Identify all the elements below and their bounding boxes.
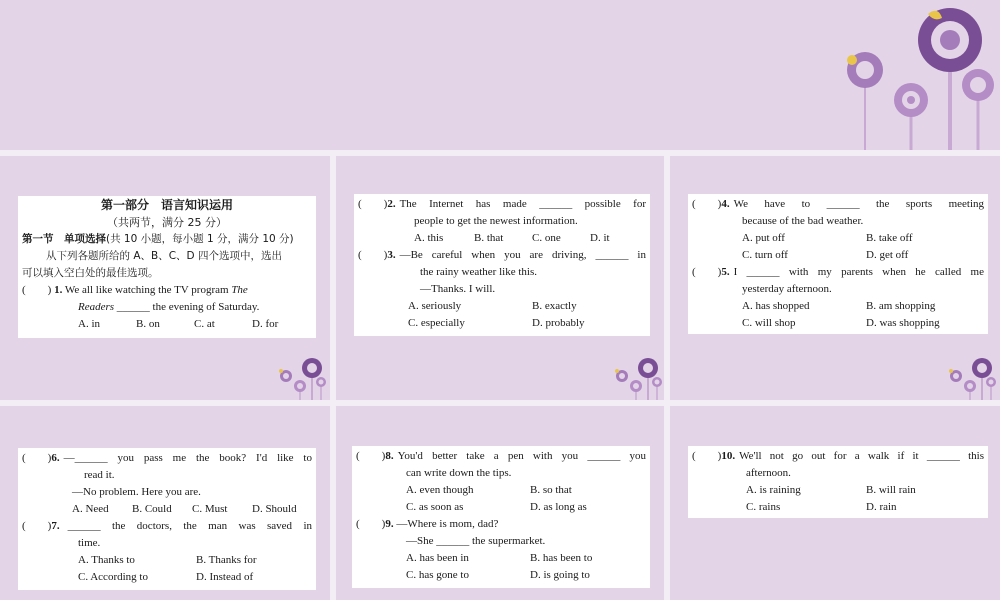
lollipop-flowers-icon <box>946 354 996 400</box>
question-card-6 <box>688 446 988 518</box>
option-a[interactable]: A. Thanks to <box>78 554 135 566</box>
question-7 <box>18 518 316 535</box>
option-d[interactable]: D. probably <box>532 317 585 329</box>
option-c[interactable]: C. one <box>532 232 561 244</box>
answer-blank[interactable]: ( ) <box>692 266 722 278</box>
question-8-options-1 <box>352 482 650 499</box>
question-number: 3. <box>387 249 396 261</box>
option-b[interactable]: B. has been to <box>530 552 593 564</box>
slide-2 <box>336 156 664 400</box>
option-a[interactable]: A. in <box>78 318 100 330</box>
section-note: (共 10 小题，每小题 1 分，满分 10 分) <box>106 233 294 245</box>
question-card-1 <box>18 196 316 338</box>
question-number: 10. <box>721 450 736 462</box>
option-d[interactable]: D. as long as <box>530 501 587 513</box>
option-d[interactable]: D. get off <box>866 249 909 261</box>
option-d[interactable]: D. for <box>252 318 279 330</box>
question-9 <box>352 516 650 533</box>
question-5 <box>688 264 988 281</box>
slide-5 <box>336 406 664 600</box>
answer-blank[interactable]: ( ) <box>356 450 386 462</box>
question-text: You'd better take a pen with you ______ you <box>397 450 646 462</box>
question-6-options <box>18 501 316 518</box>
question-6 <box>18 450 316 467</box>
option-d[interactable]: D. is going to <box>530 569 590 581</box>
question-10 <box>688 448 988 465</box>
option-b[interactable]: B. will rain <box>866 484 916 496</box>
question-2-options <box>354 230 650 247</box>
option-c[interactable]: C. especially <box>408 317 465 329</box>
question-number: 5. <box>721 266 730 278</box>
lollipop-flowers-icon <box>838 0 1000 150</box>
option-a[interactable]: A. seriously <box>408 300 462 312</box>
question-5-line-2: yesterday afternoon. <box>742 283 832 295</box>
question-3-options-1 <box>354 298 650 315</box>
question-text: ______ the evening of Saturday. <box>116 301 260 313</box>
option-c[interactable]: C. has gone to <box>406 569 469 581</box>
question-8 <box>352 448 650 465</box>
slide-1 <box>0 156 330 400</box>
option-c[interactable]: C. will shop <box>742 317 796 329</box>
option-d[interactable]: D. it <box>590 232 610 244</box>
answer-blank[interactable]: ( ) <box>358 198 388 210</box>
question-3 <box>354 247 650 264</box>
option-d[interactable]: D. rain <box>866 501 897 513</box>
program-title-part: The <box>231 284 248 296</box>
question-7-options-2 <box>18 569 316 586</box>
question-card-5 <box>352 446 650 588</box>
answer-blank[interactable]: ( ) <box>22 284 52 296</box>
option-d[interactable]: D. Instead of <box>196 571 254 583</box>
question-10-options-1 <box>688 482 988 499</box>
part-subtitle: （共两节，满分 25 分） <box>107 216 227 229</box>
section-heading <box>18 231 316 248</box>
question-1-line-2 <box>18 299 316 316</box>
question-text: We'll not go out for a walk if it ______ this <box>739 450 984 462</box>
answer-blank[interactable]: ( ) <box>22 452 52 464</box>
top-banner <box>0 0 1000 150</box>
question-number: 8. <box>385 450 394 462</box>
question-2 <box>354 196 650 213</box>
question-text: We all like watching the TV program <box>64 284 229 296</box>
question-2-line-2: people to get the newest information. <box>414 215 578 227</box>
question-6-line-2: read it. <box>84 469 115 481</box>
option-c[interactable]: C. at <box>194 318 215 330</box>
question-5-options-2 <box>688 315 988 332</box>
question-text: We have to ______ the sports meeting <box>733 198 984 210</box>
question-1-options <box>18 316 316 333</box>
option-c[interactable]: C. as soon as <box>406 501 464 513</box>
question-1 <box>18 282 316 299</box>
option-b[interactable]: B. on <box>136 318 160 330</box>
option-b[interactable]: B. Could <box>132 503 172 515</box>
question-3-line-2: the rainy weather like this. <box>420 266 537 278</box>
program-title-part: Readers <box>78 301 115 313</box>
option-d[interactable]: D. Should <box>252 503 297 515</box>
slide-4 <box>0 406 330 600</box>
option-b[interactable]: B. exactly <box>532 300 577 312</box>
question-9-line-2: —She ______ the supermarket. <box>406 535 546 547</box>
question-6-line-3: —No problem. Here you are. <box>72 486 201 498</box>
question-4-line-2: because of the bad weather. <box>742 215 864 227</box>
question-4-options-2 <box>688 247 988 264</box>
question-10-line-2: afternoon. <box>746 467 791 479</box>
answer-blank[interactable]: ( ) <box>22 520 52 532</box>
option-b[interactable]: B. Thanks for <box>196 554 257 566</box>
option-c[interactable]: C. turn off <box>742 249 788 261</box>
question-10-options-2 <box>688 499 988 516</box>
lollipop-flowers-icon <box>276 354 326 400</box>
option-a[interactable]: A. has shopped <box>742 300 810 312</box>
option-c[interactable]: C. Must <box>192 503 228 515</box>
question-9-options-1 <box>352 550 650 567</box>
question-8-options-2 <box>352 499 650 516</box>
question-8-line-2: can write down the tips. <box>406 467 512 479</box>
section-title: 第一节 单项选择 <box>22 233 106 245</box>
option-b[interactable]: B. so that <box>530 484 572 496</box>
question-text: —______ you pass me the book? I'd like to <box>63 452 312 464</box>
question-text: —Where is mom, dad? <box>396 518 499 530</box>
question-number: 9. <box>385 518 394 530</box>
question-card-3 <box>688 194 988 334</box>
question-number: 2. <box>387 198 396 210</box>
question-9-options-2 <box>352 567 650 584</box>
answer-blank[interactable]: ( ) <box>692 450 722 462</box>
question-card-2 <box>354 194 650 336</box>
instruction-line-1: 从下列各题所给的 A、B、C、D 四个选项中，选出 <box>46 250 282 262</box>
question-7-options-1 <box>18 552 316 569</box>
lollipop-flowers-icon <box>612 354 662 400</box>
question-3-line-3: —Thanks. I will. <box>420 283 496 295</box>
option-b[interactable]: B. that <box>474 232 504 244</box>
question-number: 4. <box>721 198 730 210</box>
question-7-line-2: time. <box>78 537 101 549</box>
option-c[interactable]: C. rains <box>746 501 781 513</box>
option-d[interactable]: D. was shopping <box>866 317 940 329</box>
option-a[interactable]: A. has been in <box>406 552 469 564</box>
question-text: The Internet has made ______ possible for <box>399 198 646 210</box>
option-a[interactable]: A. is raining <box>746 484 801 496</box>
question-number: 7. <box>51 520 60 532</box>
option-b[interactable]: B. take off <box>866 232 913 244</box>
slide-3 <box>670 156 1000 400</box>
question-number: 6. <box>51 452 60 464</box>
question-card-4 <box>18 448 316 590</box>
part-title: 第一部分 语言知识运用 <box>100 198 233 212</box>
question-5-options-1 <box>688 298 988 315</box>
question-number: 1. <box>54 284 63 296</box>
question-4-options-1 <box>688 230 988 247</box>
question-4 <box>688 196 988 213</box>
answer-blank[interactable]: ( ) <box>358 249 388 261</box>
answer-blank[interactable]: ( ) <box>692 198 722 210</box>
answer-blank[interactable]: ( ) <box>356 518 386 530</box>
question-text: —Be careful when you are driving, ______ in <box>399 249 646 261</box>
option-a[interactable]: A. even though <box>406 484 474 496</box>
option-c[interactable]: C. According to <box>78 571 148 583</box>
option-a[interactable]: A. this <box>414 232 444 244</box>
question-3-options-2 <box>354 315 650 332</box>
instruction-line-2: 可以填入空白处的最佳选项。 <box>22 267 159 279</box>
question-text: I ______ with my parents when he called me <box>733 266 984 278</box>
option-a[interactable]: A. Need <box>72 503 109 515</box>
slide-6 <box>670 406 1000 600</box>
option-b[interactable]: B. am shopping <box>866 300 936 312</box>
question-text: ______ the doctors, the man was saved in <box>67 520 312 532</box>
option-a[interactable]: A. put off <box>742 232 785 244</box>
